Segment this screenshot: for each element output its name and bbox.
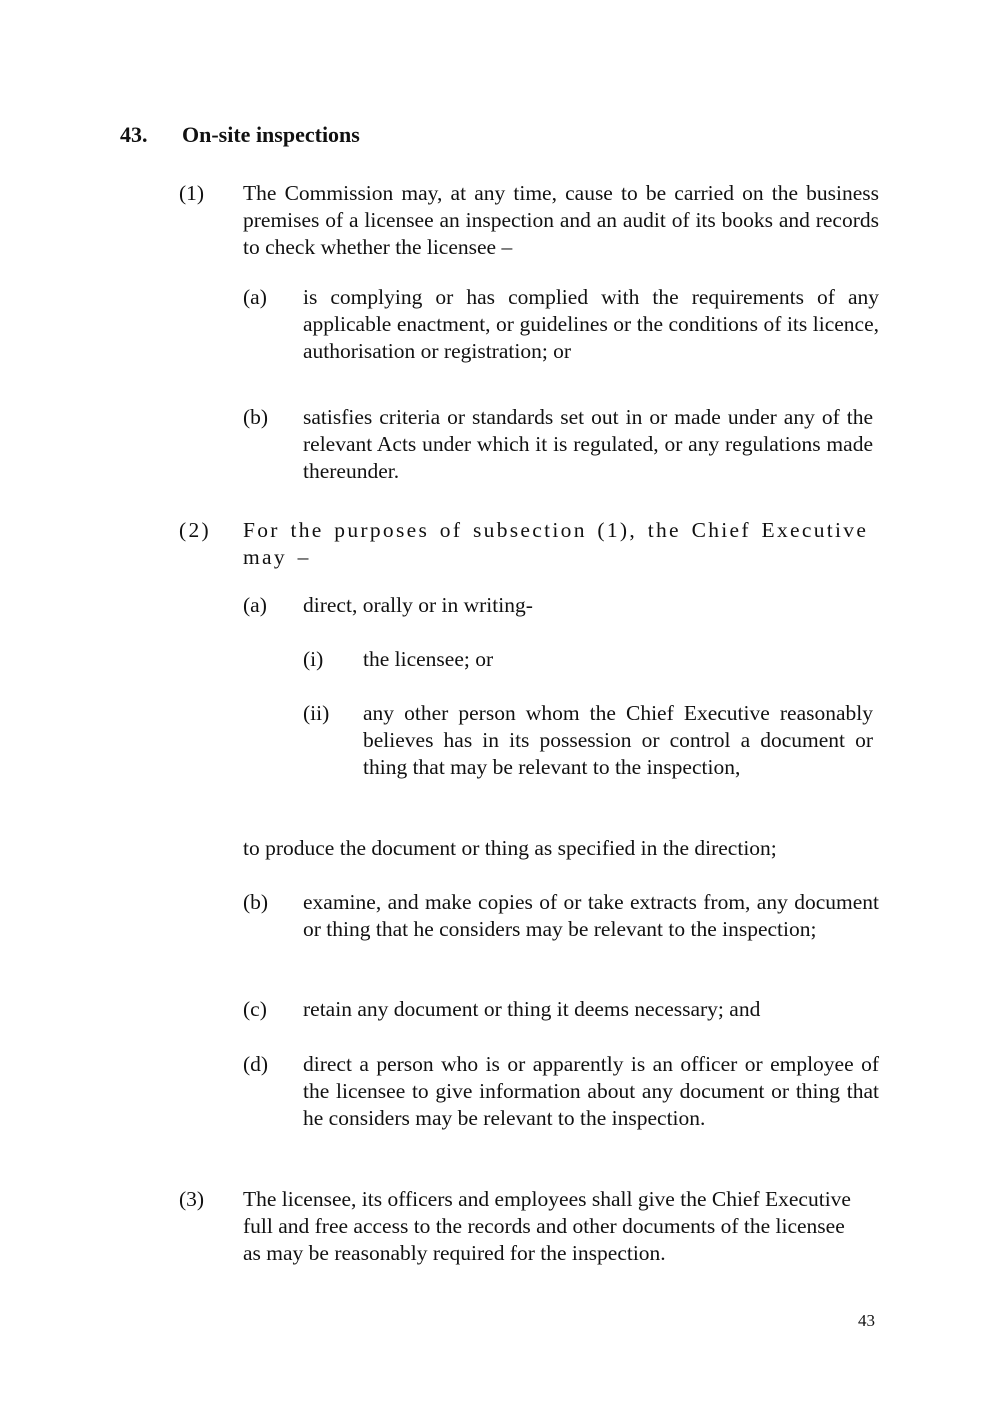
subsection-1-label: (1) [179, 181, 205, 205]
subsection-2-item-c-label: (c) [243, 997, 267, 1021]
subsection-1-item-a-label: (a) [243, 285, 267, 309]
subsection-2-label: (2) [179, 518, 211, 542]
section-title: On-site inspections [182, 122, 360, 147]
subsection-2-item-a-text: direct, orally or in writing- [303, 593, 533, 617]
page-number: 43 [858, 1311, 875, 1330]
subsection-2-subitem-i-label: (i) [303, 647, 324, 671]
subsection-3-text: The licensee, its officers and employees shall give the Chief Executive full and free access to the records and other documents of the licensee as may be reasonably required for the inspection. [243, 1187, 851, 1265]
subsection-2-subitem-ii-label: (ii) [303, 701, 330, 725]
subsection-3-label: (3) [179, 1187, 205, 1211]
subsection-2-item-b-text: examine, and make copies of or take extracts from, any document or thing that he considers may be relevant to the inspection; [303, 890, 879, 941]
subsection-2-item-d-label: (d) [243, 1052, 269, 1076]
subsection-2-item-d-text: direct a person who is or apparently is an officer or employee of the licensee to give information about any document or thing that he considers may be relevant to the inspection. [303, 1052, 879, 1130]
subsection-2-subitem-i-text: the licensee; or [363, 647, 494, 671]
subsection-1-item-a-text: is complying or has complied with the requirements of any applicable enactment, or guidelines or the conditions of its licence, authorisation or registration; or [303, 285, 879, 363]
subsection-2-item-b-label: (b) [243, 890, 269, 914]
subsection-1-text: The Commission may, at any time, cause to be carried on the business premises of a licensee an inspection and an audit of its books and records to check whether the licensee – [243, 181, 879, 259]
subsection-1-item-b-text: satisfies criteria or standards set out in or made under any of the relevant Acts under which it is regulated, or any regulations made thereunder. [303, 405, 873, 483]
subsection-1-item-b-label: (b) [243, 405, 269, 429]
subsection-2-item-c-text: retain any document or thing it deems necessary; and [303, 997, 761, 1021]
section-number: 43. [120, 122, 148, 147]
subsection-2-subitem-ii-text: any other person whom the Chief Executive reasonably believes has in its possession or control a document or thing that may be relevant to the inspection, [363, 701, 873, 779]
subsection-2-text: For the purposes of subsection (1), the Chief Executive may – [243, 518, 869, 569]
subsection-2-continuation: to produce the document or thing as specified in the direction; [243, 836, 777, 860]
subsection-2-item-a-label: (a) [243, 593, 267, 617]
